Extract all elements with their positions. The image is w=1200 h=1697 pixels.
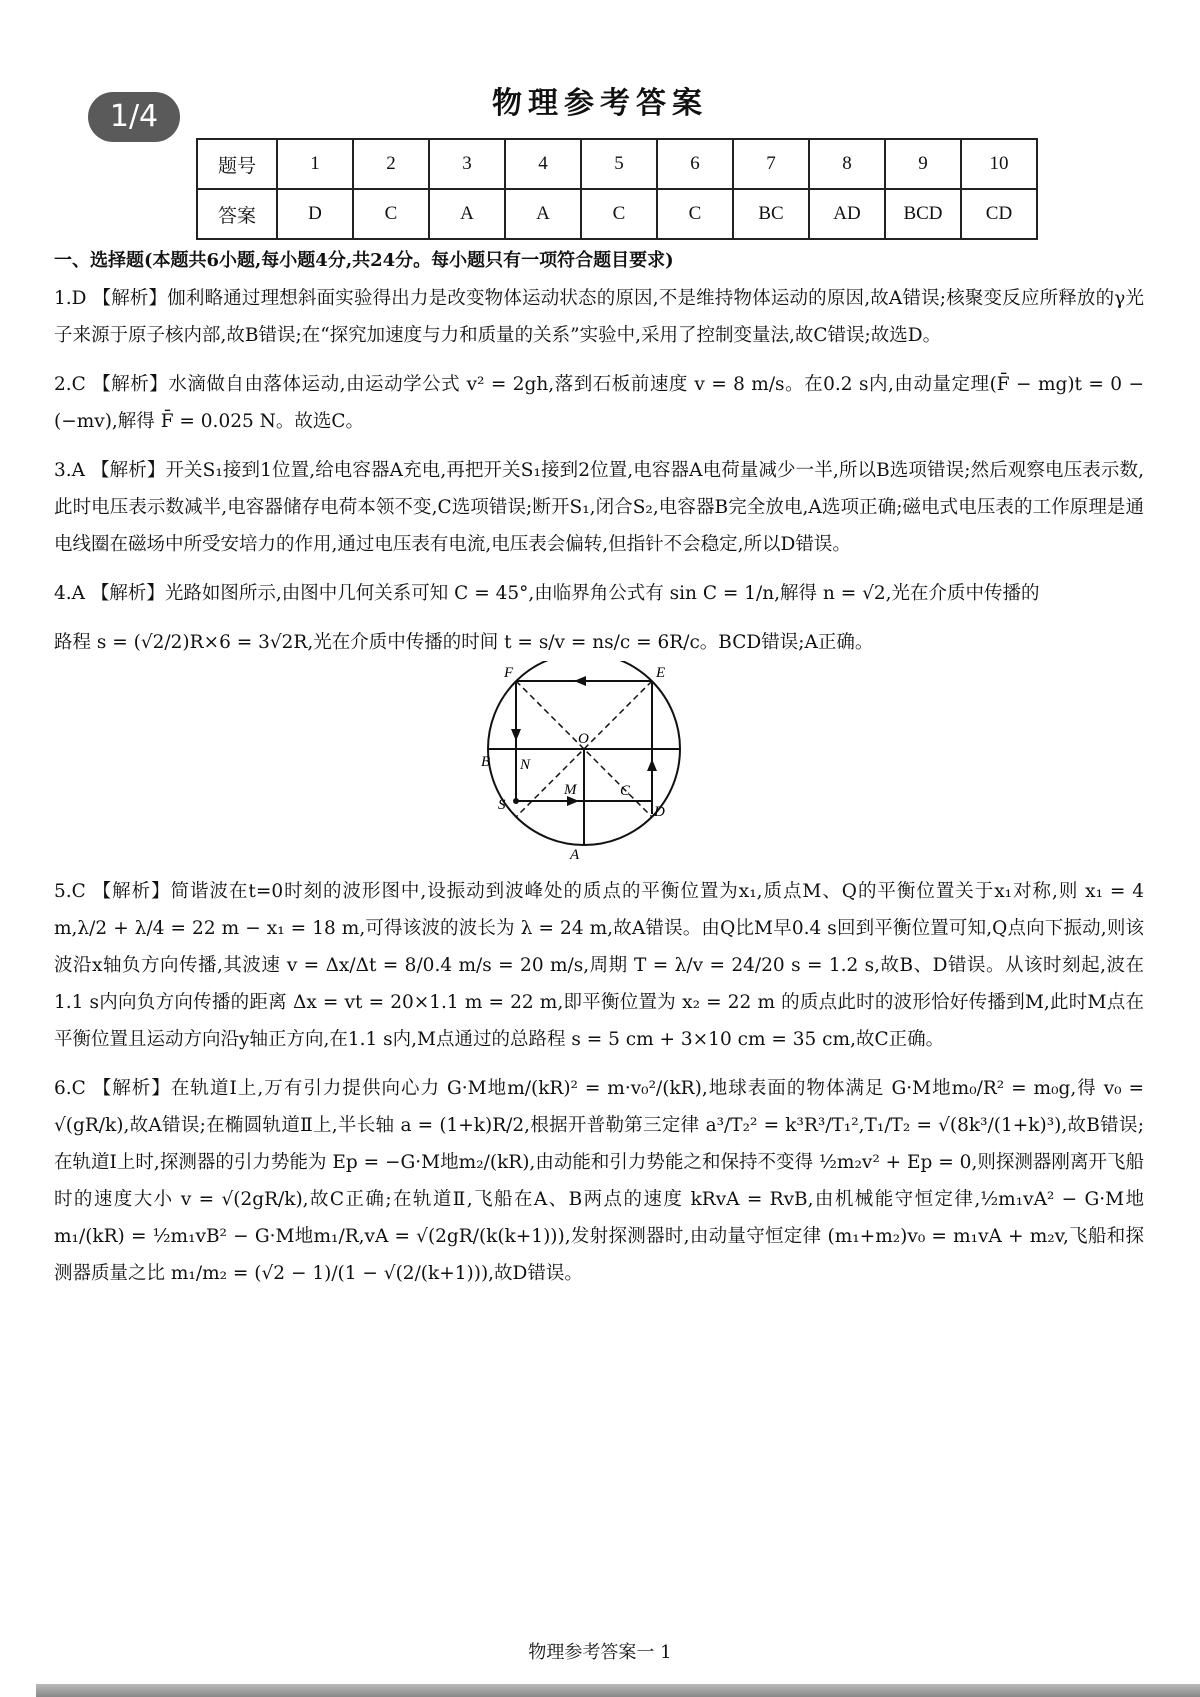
table-cell: 3 bbox=[429, 139, 505, 189]
solution-content bbox=[54, 246, 1144, 1292]
label-B: B bbox=[481, 754, 491, 770]
page-title: 物理参考答案 bbox=[492, 86, 708, 121]
solution-q4-line1: 4.A 【解析】光路如图所示,由图中几何关系可知 C = 45°,由临界角公式有 sin C = 1/n,解得 n = √2,光在介质中传播的 bbox=[54, 583, 1040, 604]
table-cell: 10 bbox=[961, 139, 1037, 189]
table-cell: C bbox=[581, 189, 657, 239]
solution-q6: 6.C 【解析】在轨道Ⅰ上,万有引力提供向心力 G·M地m/(kR)² = m·v₀²/(kR),地球表面的物体满足 G·M地m₀/R² = m₀g,得 v₀ = √(gR/k),故A错误;在椭圆轨道Ⅱ上,半长轴 a = (1+k)R/2,根据开普勒第三定律 a³/T₂² = k³R³/T₁²,T₁/T₂ = √(8k³/(1+k)³),故B错误;在轨道Ⅰ上时,探测器的引力势能为 Ep = −G·M地m₂/(kR),由动能和引力势能之和保持不变得 ½m₂v² + Ep = 0,则探测器刚离开飞船时的速度大小 v = √(2gR/k),故C正确;在轨道Ⅱ,飞船在A、B两点的速度 kRvA = RvB,由机械能守恒定律,½m₁vA² − G·M地m₁/(kR) = ½m₁vB² − G·M地m₁/R,vA = √(2gR/(k(k+1))),发射探测器时,由动量守恒定律 (m₁+m₂)v₀ = m₁vA + m₂v,飞船和探测器质量之比 m₁/m₂ = (√2 − 1)/(1 − √(2/(k+1))),故D错误。 bbox=[54, 1078, 1144, 1284]
table-cell: D bbox=[277, 189, 353, 239]
solution-q4-line2: 路程 s = (√2/2)R×6 = 3√2R,光在介质中传播的时间 t = s/v = ns/c = 6R/c。BCD错误;A正确。 bbox=[54, 632, 874, 653]
label-A: A bbox=[570, 847, 580, 861]
table-cell: 1 bbox=[277, 139, 353, 189]
table-cell: 6 bbox=[657, 139, 733, 189]
solution-q3: 3.A 【解析】开关S₁接到1位置,给电容器A充电,再把开关S₁接到2位置,电容器A电荷量减少一半,所以B选项错误;然后观察电压表示数,此时电压表示数减半,电容器储存电荷本领不变,C选项错误;断开S₁,闭合S₂,电容器B完全放电,A选项正确;磁电式电压表的工作原理是通电线圈在磁场中所受安培力的作用,通过电压表有电流,电压表会偏转,但指针不会稳定,所以D错误。 bbox=[54, 460, 1144, 555]
row-header-number: 题号 bbox=[197, 139, 277, 189]
table-cell: 4 bbox=[505, 139, 581, 189]
solution-q5: 5.C 【解析】简谐波在t=0时刻的波形图中,设振动到波峰处的质点的平衡位置为x₁,质点M、Q的平衡位置关于x₁对称,则 x₁ = 4 m,λ/2 + λ/4 = 22 m − x₁ = 18 m,可得该波的波长为 λ = 24 m,故A错误。由Q比M早0.4 s回到平衡位置可知,Q点向下振动,则该波沿x轴负方向传播,其波速 v = Δx/Δt = 8/0.4 m/s = 20 m/s,周期 T = λ/v = 24/20 s = 1.2 s,故B、D错误。从该时刻起,波在1.1 s内向负方向传播的距离 Δx = vt = 20×1.1 m = 22 m,即平衡位置为 x₂ = 22 m 的质点此时的波形恰好传播到M,此时M点在平衡位置且运动方向沿y轴正方向,在1.1 s内,M点通过的总路程 s = 5 cm + 3×10 cm = 35 cm,故C正确。 bbox=[54, 881, 1144, 1050]
label-S: S bbox=[498, 797, 506, 813]
table-cell: AD bbox=[809, 189, 885, 239]
table-cell: C bbox=[353, 189, 429, 239]
row-header-answer: 答案 bbox=[197, 189, 277, 239]
table-cell: 5 bbox=[581, 139, 657, 189]
section-heading: 一、选择题(本题共6小题,每小题4分,共24分。每小题只有一项符合题目要求) bbox=[54, 250, 674, 271]
page-footer: 物理参考答案一 1 bbox=[528, 1642, 672, 1663]
answer-table bbox=[196, 138, 1038, 240]
table-cell: BC bbox=[733, 189, 809, 239]
label-M: M bbox=[564, 782, 577, 798]
light-path-diagram bbox=[54, 661, 1144, 861]
optics-figure bbox=[54, 661, 1144, 861]
page-badge: 1/4 bbox=[88, 92, 180, 142]
table-cell: 7 bbox=[733, 139, 809, 189]
label-C: C bbox=[620, 783, 631, 799]
table-row-numbers bbox=[197, 139, 1037, 189]
label-D: D bbox=[654, 804, 665, 820]
table-cell: C bbox=[657, 189, 733, 239]
table-cell: 2 bbox=[353, 139, 429, 189]
solution-q1: 1.D 【解析】伽利略通过理想斜面实验得出力是改变物体运动状态的原因,不是维持物体运动的原因,故A错误;核聚变反应所释放的γ光子来源于原子核内部,故B错误;在“探究加速度与力和质量的关系”实验中,采用了控制变量法,故C错误;故选D。 bbox=[54, 288, 1144, 346]
table-cell: A bbox=[429, 189, 505, 239]
solution-q2: 2.C 【解析】水滴做自由落体运动,由运动学公式 v² = 2gh,落到石板前速度 v = 8 m/s。在0.2 s内,由动量定理(F̄ − mg)t = 0 − (−mv),解得 F̄ = 0.025 N。故选C。 bbox=[54, 374, 1144, 432]
table-cell: 8 bbox=[809, 139, 885, 189]
table-cell: 9 bbox=[885, 139, 961, 189]
label-O: O bbox=[578, 731, 589, 747]
bottom-bar bbox=[36, 1684, 1200, 1697]
table-cell: A bbox=[505, 189, 581, 239]
label-N: N bbox=[520, 757, 531, 773]
label-F: F bbox=[504, 665, 514, 681]
table-row-answers bbox=[197, 189, 1037, 239]
table-cell: BCD bbox=[885, 189, 961, 239]
label-E: E bbox=[656, 665, 666, 681]
table-cell: CD bbox=[961, 189, 1037, 239]
